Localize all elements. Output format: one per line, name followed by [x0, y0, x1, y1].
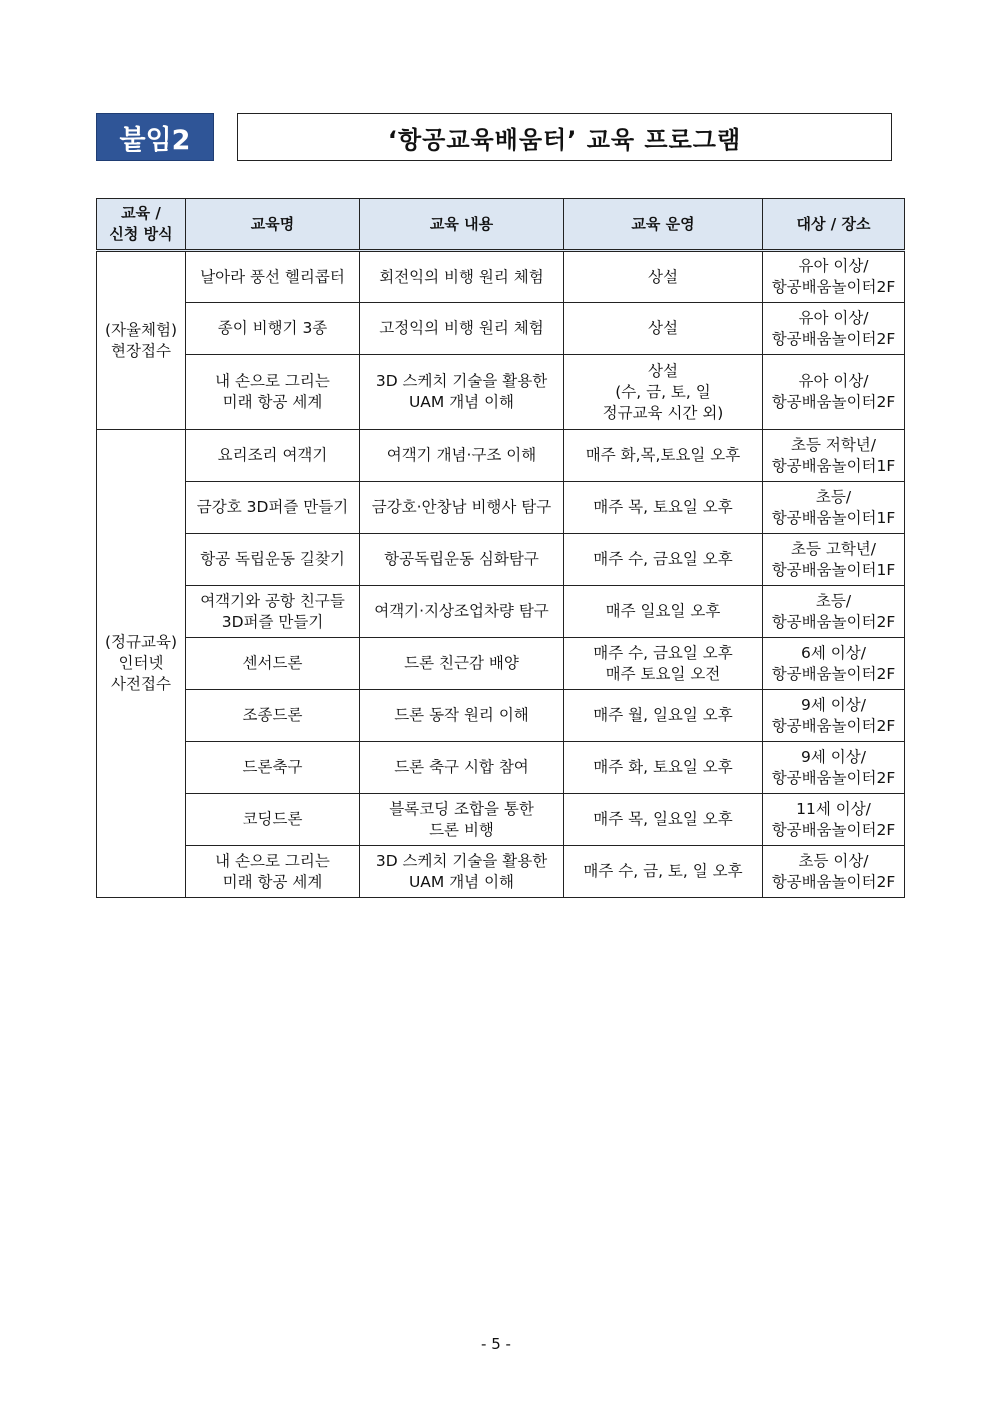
program-target: 초등 저학년/ 항공배움놀이터1F: [763, 430, 905, 482]
program-operation: 매주 월, 일요일 오후: [564, 690, 763, 742]
program-name: 내 손으로 그리는 미래 항공 세계: [186, 355, 360, 430]
program-name: 내 손으로 그리는 미래 항공 세계: [186, 846, 360, 898]
program-name: 항공 독립운동 길찾기: [186, 534, 360, 586]
table-row: [97, 303, 905, 355]
table-row: [97, 355, 905, 430]
table-row: [97, 430, 905, 482]
program-content: 드론 친근감 배양: [360, 638, 564, 690]
program-operation: 매주 수, 금요일 오후 매주 토요일 오전: [564, 638, 763, 690]
program-target: 초등/ 항공배움놀이터2F: [763, 586, 905, 638]
page-number: - 5 -: [481, 1335, 511, 1353]
program-operation: 매주 수, 금요일 오후: [564, 534, 763, 586]
program-operation: 매주 목, 토요일 오후: [564, 482, 763, 534]
program-operation: 매주 수, 금, 토, 일 오후: [564, 846, 763, 898]
program-target: 11세 이상/ 항공배움놀이터2F: [763, 794, 905, 846]
program-table: [96, 198, 905, 898]
program-operation: 상설 (수, 금, 토, 일 정규교육 시간 외): [564, 355, 763, 430]
table-row: [97, 586, 905, 638]
attachment-badge: 붙임2: [96, 113, 214, 161]
page-title: ‘항공교육배움터’ 교육 프로그램: [237, 113, 892, 161]
table-row: [97, 690, 905, 742]
program-name: 날아라 풍선 헬리콥터: [186, 251, 360, 303]
program-target: 유아 이상/ 항공배움놀이터2F: [763, 303, 905, 355]
program-target: 초등 고학년/ 항공배움놀이터1F: [763, 534, 905, 586]
program-content: 금강호·안창남 비행사 탐구: [360, 482, 564, 534]
table-row: [97, 846, 905, 898]
program-target: 유아 이상/ 항공배움놀이터2F: [763, 355, 905, 430]
header-operation: 교육 운영: [564, 199, 763, 251]
program-content: 드론 축구 시합 참여: [360, 742, 564, 794]
program-content: 여객기·지상조업차량 탐구: [360, 586, 564, 638]
table-row: [97, 482, 905, 534]
program-target: 초등 이상/ 항공배움놀이터2F: [763, 846, 905, 898]
program-target: 6세 이상/ 항공배움놀이터2F: [763, 638, 905, 690]
program-content: 3D 스케치 기술을 활용한 UAM 개념 이해: [360, 355, 564, 430]
table-row: [97, 742, 905, 794]
program-name: 금강호 3D퍼즐 만들기: [186, 482, 360, 534]
table-row: [97, 638, 905, 690]
program-name: 센서드론: [186, 638, 360, 690]
program-content: 회전익의 비행 원리 체험: [360, 251, 564, 303]
program-operation: 매주 목, 일요일 오후: [564, 794, 763, 846]
program-operation: 매주 화,목,토요일 오후: [564, 430, 763, 482]
program-name: 코딩드론: [186, 794, 360, 846]
program-content: 여객기 개념·구조 이해: [360, 430, 564, 482]
program-name: 여객기와 공항 친구들 3D퍼즐 만들기: [186, 586, 360, 638]
method-cell: (자율체험) 현장접수: [97, 251, 186, 430]
table-row: [97, 794, 905, 846]
table-row: [97, 534, 905, 586]
program-content: 3D 스케치 기술을 활용한 UAM 개념 이해: [360, 846, 564, 898]
program-name: 종이 비행기 3종: [186, 303, 360, 355]
program-operation: 매주 화, 토요일 오후: [564, 742, 763, 794]
program-content: 항공독립운동 심화탐구: [360, 534, 564, 586]
program-target: 9세 이상/ 항공배움놀이터2F: [763, 742, 905, 794]
header-method: 교육 / 신청 방식: [97, 199, 186, 251]
program-name: 드론축구: [186, 742, 360, 794]
table-row: [97, 251, 905, 303]
program-content: 고정익의 비행 원리 체험: [360, 303, 564, 355]
program-content: 드론 동작 원리 이해: [360, 690, 564, 742]
program-name: 조종드론: [186, 690, 360, 742]
header-content: 교육 내용: [360, 199, 564, 251]
program-target: 9세 이상/ 항공배움놀이터2F: [763, 690, 905, 742]
program-operation: 상설: [564, 303, 763, 355]
program-target: 초등/ 항공배움놀이터1F: [763, 482, 905, 534]
table-header-row: [97, 199, 905, 251]
header-name: 교육명: [186, 199, 360, 251]
program-name: 요리조리 여객기: [186, 430, 360, 482]
program-operation: 매주 일요일 오후: [564, 586, 763, 638]
program-target: 유아 이상/ 항공배움놀이터2F: [763, 251, 905, 303]
program-content: 블록코딩 조합을 통한 드론 비행: [360, 794, 564, 846]
header-target: 대상 / 장소: [763, 199, 905, 251]
method-cell: (정규교육) 인터넷 사전접수: [97, 430, 186, 898]
program-operation: 상설: [564, 251, 763, 303]
